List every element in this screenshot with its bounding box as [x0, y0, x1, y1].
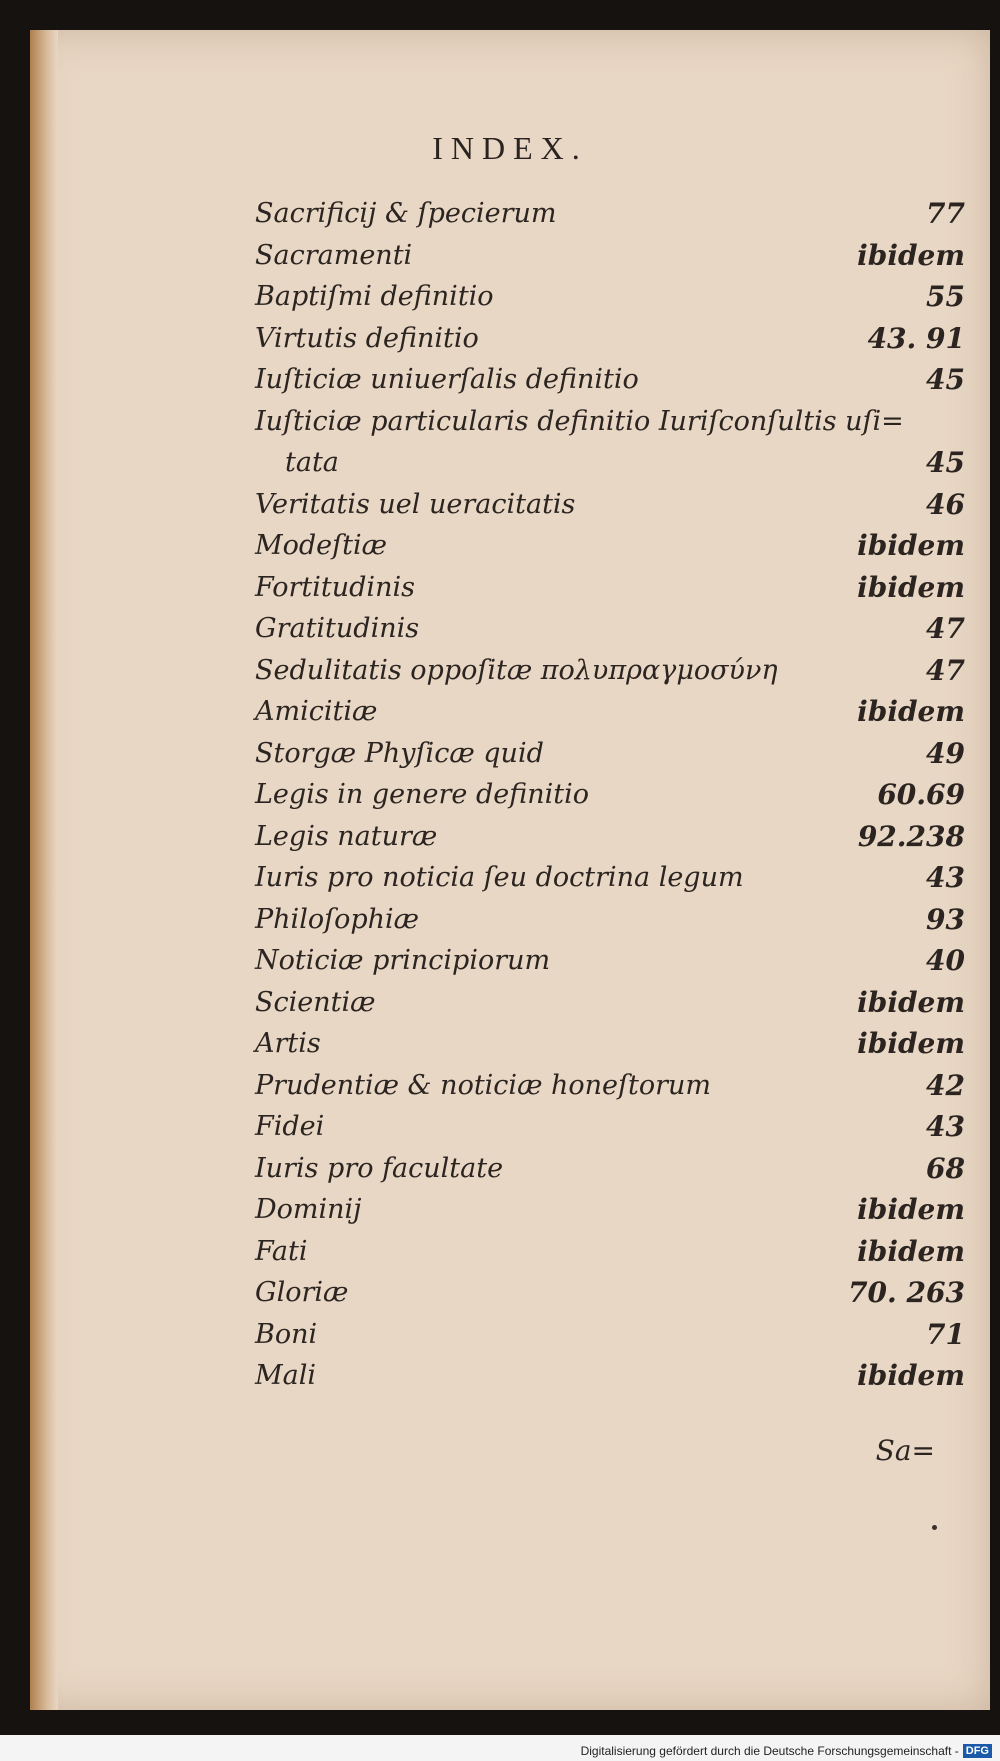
page-binding-edge — [30, 30, 58, 1710]
running-head: INDEX. — [432, 130, 588, 166]
entry-page-ref: ibidem — [857, 985, 965, 1019]
entry-page-ref: 68 — [926, 1151, 965, 1185]
index-entry — [255, 733, 965, 775]
entry-term: Sacrificij & ſpecierum — [255, 198, 557, 229]
entry-term: Legis in genere definitio — [255, 779, 590, 810]
index-entry — [255, 567, 965, 609]
entry-page-ref: ibidem — [857, 1193, 965, 1226]
index-entry — [255, 899, 965, 941]
entry-term: Mali — [255, 1360, 317, 1391]
entry-page-ref: 47 — [926, 653, 965, 687]
entry-page-ref: ibidem — [857, 570, 965, 604]
index-entry — [255, 608, 965, 650]
entry-page-ref: 60.69 — [877, 778, 965, 811]
entry-term: Iuſticiæ particularis definitio Iuriſconſultis uſi= — [255, 405, 904, 437]
index-entry — [255, 940, 965, 982]
entry-page-ref: ibidem — [857, 1359, 965, 1392]
index-entry — [255, 857, 965, 899]
entry-term: Iuris pro facultate — [255, 1152, 504, 1184]
entry-term: Baptiſmi definitio — [255, 281, 494, 312]
index-entry — [255, 1189, 965, 1231]
entry-page-ref: 45 — [926, 446, 965, 479]
index-entry — [255, 1355, 965, 1397]
entry-term: Iuris pro noticia ſeu doctrina legum — [255, 862, 744, 893]
index-entry — [255, 1231, 965, 1273]
entry-page-ref: 45 — [926, 363, 965, 396]
entry-page-ref: 70. 263 — [848, 1276, 965, 1309]
index-entry — [255, 193, 965, 235]
entry-term: Amicitiæ — [255, 696, 378, 727]
entry-term: Modeſtiæ — [255, 530, 388, 561]
index-entry — [255, 1148, 965, 1190]
entry-term: Iuſticiæ uniuerſalis definitio — [255, 364, 639, 395]
entry-term: Scientiæ — [255, 986, 376, 1018]
entry-term: Sedulitatis oppoſitæ πολυπραγμοσύνη — [255, 654, 778, 686]
catchword: Sa= — [875, 1434, 935, 1467]
entry-page-ref: 92.238 — [857, 819, 965, 853]
entry-term: Fidei — [255, 1111, 325, 1142]
entry-term-continuation: tata — [285, 447, 339, 478]
entry-page-ref: ibidem — [857, 1234, 965, 1268]
entry-term: Prudentiæ & noticiæ honeſtorum — [255, 1069, 712, 1101]
digitization-footer — [0, 1735, 1000, 1761]
entry-page-ref: 77 — [926, 197, 965, 230]
entry-page-ref: ibidem — [857, 529, 965, 562]
index-entry — [255, 774, 965, 816]
entry-term: Boni — [255, 1318, 318, 1350]
entry-term: Fortitudinis — [255, 571, 415, 603]
ink-speck — [932, 1525, 937, 1530]
entry-term: Dominij — [255, 1194, 362, 1225]
entry-page-ref: 71 — [926, 1317, 965, 1351]
entry-page-ref: 43 — [926, 861, 965, 894]
entry-page-ref: 42 — [926, 1068, 965, 1102]
entry-page-ref: ibidem — [857, 238, 965, 272]
entry-term: Virtutis definitio — [255, 322, 479, 354]
index-entry — [255, 401, 965, 443]
entry-page-ref: 47 — [926, 612, 965, 645]
index-entry — [255, 1272, 965, 1314]
index-entry — [255, 1106, 965, 1148]
entry-page-ref: ibidem — [857, 695, 965, 728]
index-entry — [255, 318, 965, 360]
index-entry — [255, 1314, 965, 1356]
dfg-credit — [581, 1744, 992, 1758]
entry-term: Artis — [255, 1028, 321, 1059]
entry-term: Fati — [255, 1235, 308, 1267]
entry-term: Legis naturæ — [255, 820, 438, 852]
entry-page-ref: 43. 91 — [867, 321, 965, 355]
entry-term: Philoſophiæ — [255, 903, 420, 935]
entry-page-ref: 40 — [926, 944, 965, 977]
entry-page-ref: 46 — [926, 487, 965, 521]
index-entry — [255, 816, 965, 858]
index-entry — [255, 276, 965, 318]
entry-term: Sacramenti — [255, 239, 413, 271]
index-entry — [255, 525, 965, 567]
entry-page-ref: 49 — [926, 736, 965, 770]
entry-term: Storgæ Phyſicæ quid — [255, 737, 544, 769]
index-entry — [255, 650, 965, 692]
entry-term: Gratitudinis — [255, 613, 420, 644]
entry-page-ref: 43 — [926, 1110, 965, 1143]
index-entry — [255, 982, 965, 1024]
index-entry — [255, 1023, 965, 1065]
entry-term: Gloriæ — [255, 1277, 349, 1308]
entry-term: Noticiæ principiorum — [255, 945, 551, 976]
entry-page-ref: 55 — [926, 280, 965, 313]
entry-page-ref: ibidem — [857, 1027, 965, 1060]
index-entry — [255, 691, 965, 733]
index-entry — [255, 1065, 965, 1107]
book-page — [30, 30, 990, 1710]
entry-page-ref: 93 — [926, 902, 965, 936]
index-entry — [255, 484, 965, 526]
index-entry — [255, 442, 965, 484]
dfg-logo: DFG — [963, 1744, 992, 1758]
index-list — [255, 193, 965, 1397]
index-entry — [255, 359, 965, 401]
credit-text: Digitalisierung gefördert durch die Deutsche Forschungsgemeinschaft - — [580, 1744, 959, 1758]
index-entry — [255, 235, 965, 277]
entry-term: Veritatis uel ueracitatis — [255, 488, 576, 520]
